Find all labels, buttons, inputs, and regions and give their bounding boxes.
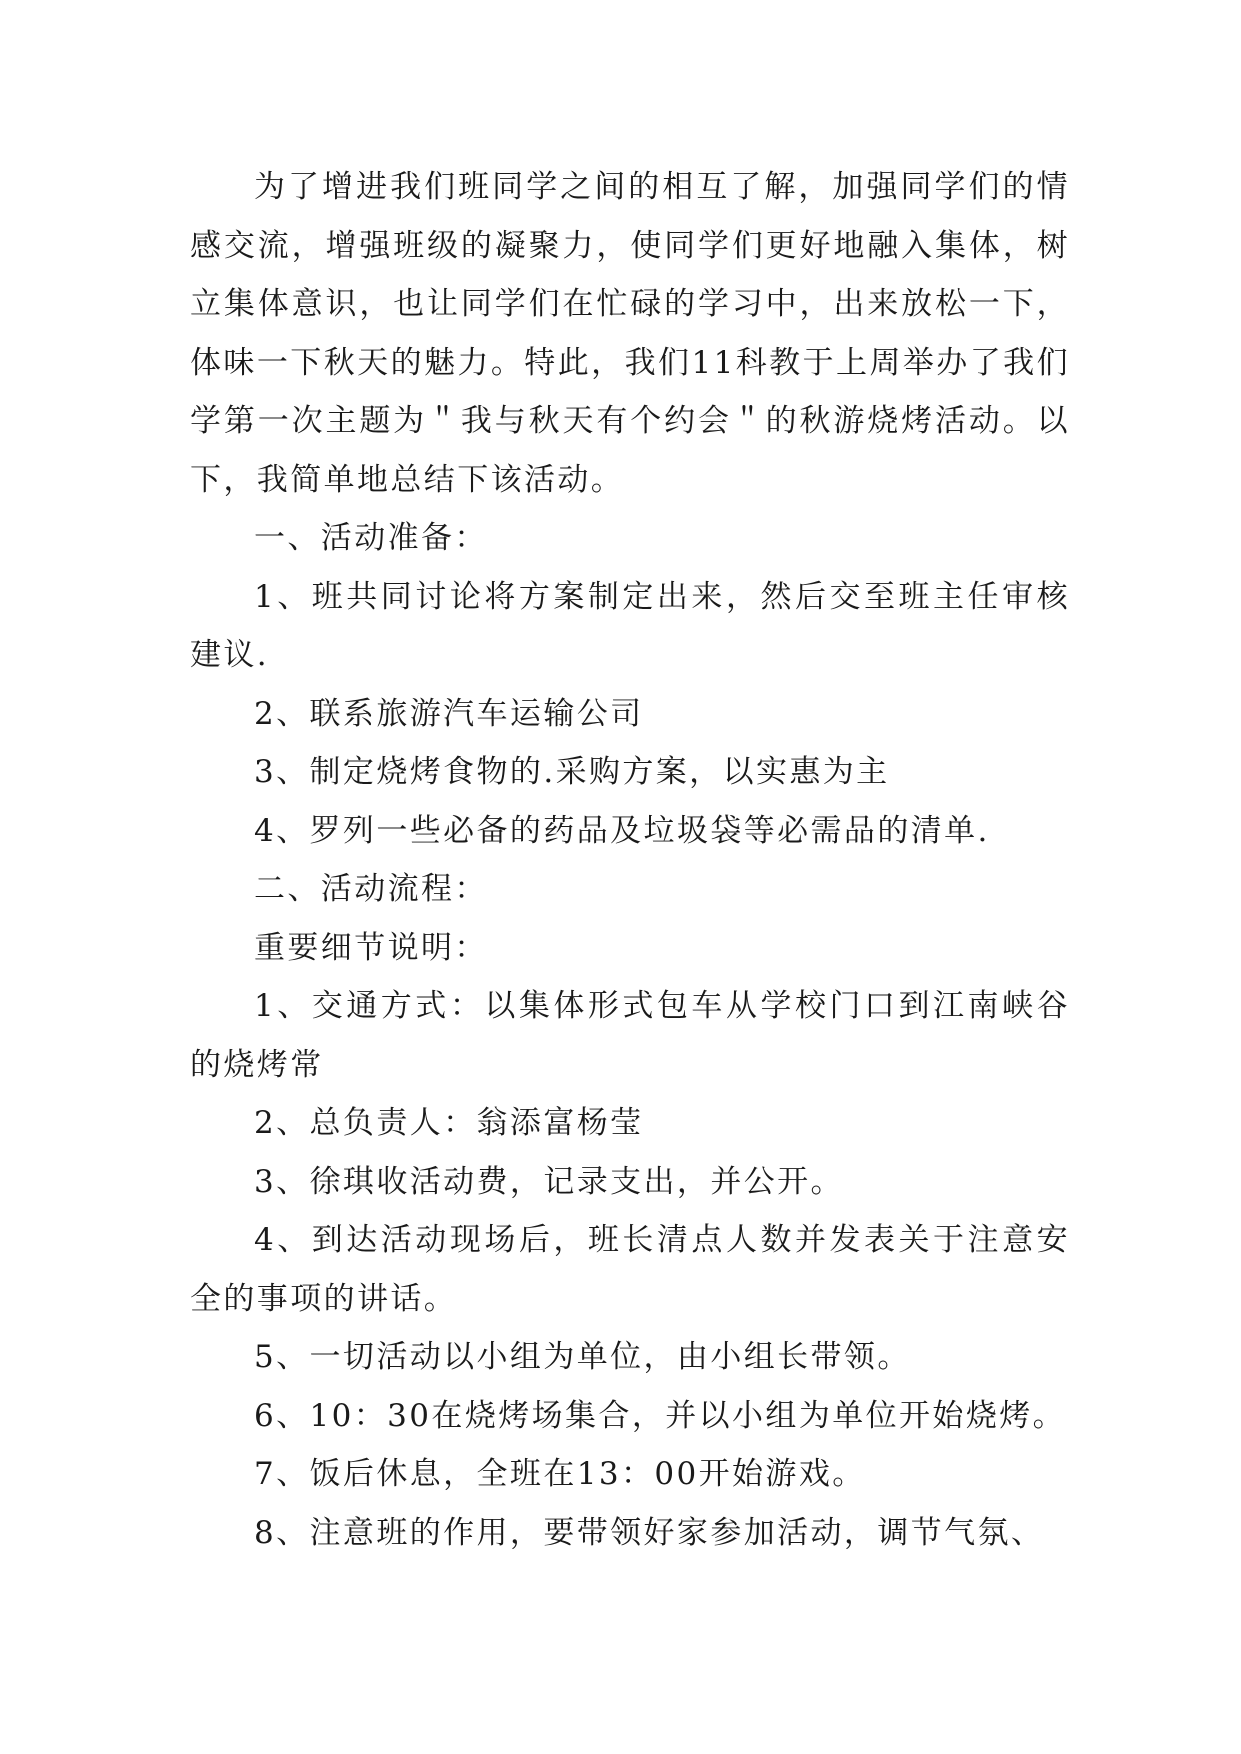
list-item: 4、到达活动现场后，班长清点人数并发表关于注意安全的事项的讲话。	[190, 1222, 1070, 1317]
document-body	[190, 158, 1070, 1562]
list-item: 6、10：30在烧烤场集合，并以小组为单位开始烧烤。	[254, 1397, 1067, 1434]
list-item: 5、一切活动以小组为单位，由小组长带领。	[254, 1339, 911, 1375]
list-item: 3、徐琪收活动费，记录支出，并公开。	[254, 1163, 844, 1200]
list-item: 1、班共同讨论将方案制定出来，然后交至班主任审核建议.	[190, 578, 1070, 673]
list-item: 3、制定烧烤食物的.采购方案，以实惠为主	[254, 754, 890, 790]
subheading-details: 重要细节说明：	[254, 929, 488, 966]
list-item: 1、交通方式：以集体形式包车从学校门口到江南峡谷的烧烤常	[190, 988, 1070, 1083]
intro-paragraph: 为了增进我们班同学之间的相互了解，加强同学们的情感交流，增强班级的凝聚力，使同学们更好地融入集体，树立集体意识，也让同学们在忙碌的学习中，出来放松一下，体味一下秋天的魅力。特此，我们11科教于上周举办了我们学第一次主题为＂我与秋天有个约会＂的秋游烧烤活动。以下，我简单地总结下该活动。	[190, 169, 1070, 498]
section-heading-process: 二、活动流程：	[254, 871, 488, 907]
list-item: 7、饭后休息，全班在13：00开始游戏。	[254, 1456, 866, 1492]
list-item: 2、总负责人：翁添富杨莹	[254, 1105, 644, 1141]
list-item: 2、联系旅游汽车运输公司	[254, 695, 644, 732]
list-item: 4、罗列一些必备的药品及垃圾袋等必需品的清单.	[254, 812, 990, 849]
section-heading-preparation: 一、活动准备：	[254, 520, 488, 556]
list-item: 8、注意班的作用，要带领好家参加活动，调节气氛、	[254, 1514, 1045, 1551]
